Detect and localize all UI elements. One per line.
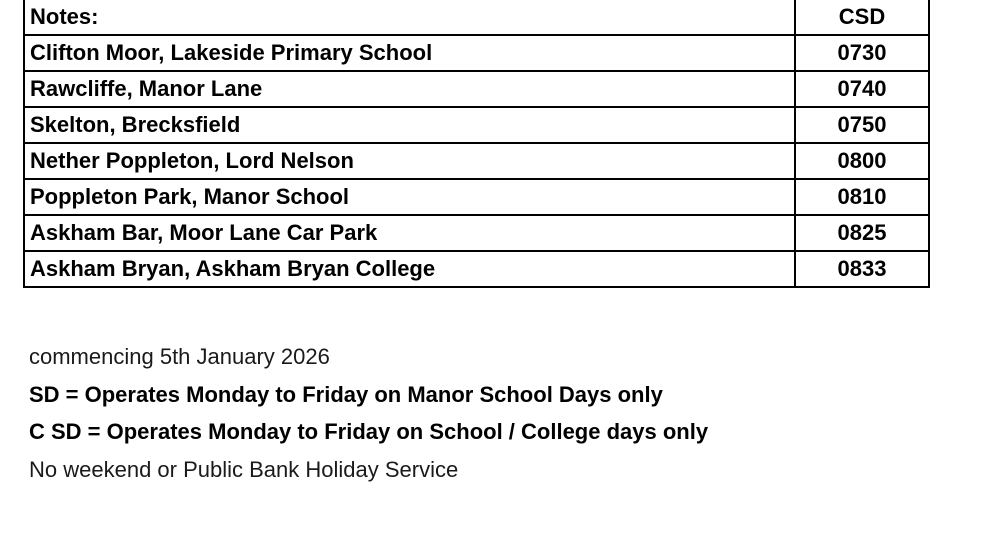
stop-time: 0810 <box>795 179 929 215</box>
table-row <box>24 215 929 251</box>
table-row <box>24 71 929 107</box>
stop-name: Askham Bryan, Askham Bryan College <box>24 251 795 287</box>
table-row <box>24 107 929 143</box>
sd-note: SD = Operates Monday to Friday on Manor School Days only <box>29 381 663 407</box>
stop-name: Skelton, Brecksfield <box>24 107 795 143</box>
timetable <box>23 0 930 288</box>
stop-name: Poppleton Park, Manor School <box>24 179 795 215</box>
table-row <box>24 143 929 179</box>
stop-time: 0825 <box>795 215 929 251</box>
stop-time: 0800 <box>795 143 929 179</box>
stop-name: Clifton Moor, Lakeside Primary School <box>24 35 795 71</box>
table-header-row <box>24 0 929 35</box>
notes-section <box>29 338 708 488</box>
table-row <box>24 35 929 71</box>
stop-name: Nether Poppleton, Lord Nelson <box>24 143 795 179</box>
stop-name: Rawcliffe, Manor Lane <box>24 71 795 107</box>
commencing-note: commencing 5th January 2026 <box>29 344 330 369</box>
table-row <box>24 179 929 215</box>
stop-name: Askham Bar, Moor Lane Car Park <box>24 215 795 251</box>
notes-header: Notes: <box>24 0 795 35</box>
stop-time: 0730 <box>795 35 929 71</box>
csd-header: CSD <box>795 0 929 35</box>
stop-time: 0750 <box>795 107 929 143</box>
weekend-note: No weekend or Public Bank Holiday Service <box>29 456 459 482</box>
stop-time: 0833 <box>795 251 929 287</box>
table-row <box>24 251 929 287</box>
csd-note: C SD = Operates Monday to Friday on School / College days only <box>29 419 709 444</box>
stop-time: 0740 <box>795 71 929 107</box>
